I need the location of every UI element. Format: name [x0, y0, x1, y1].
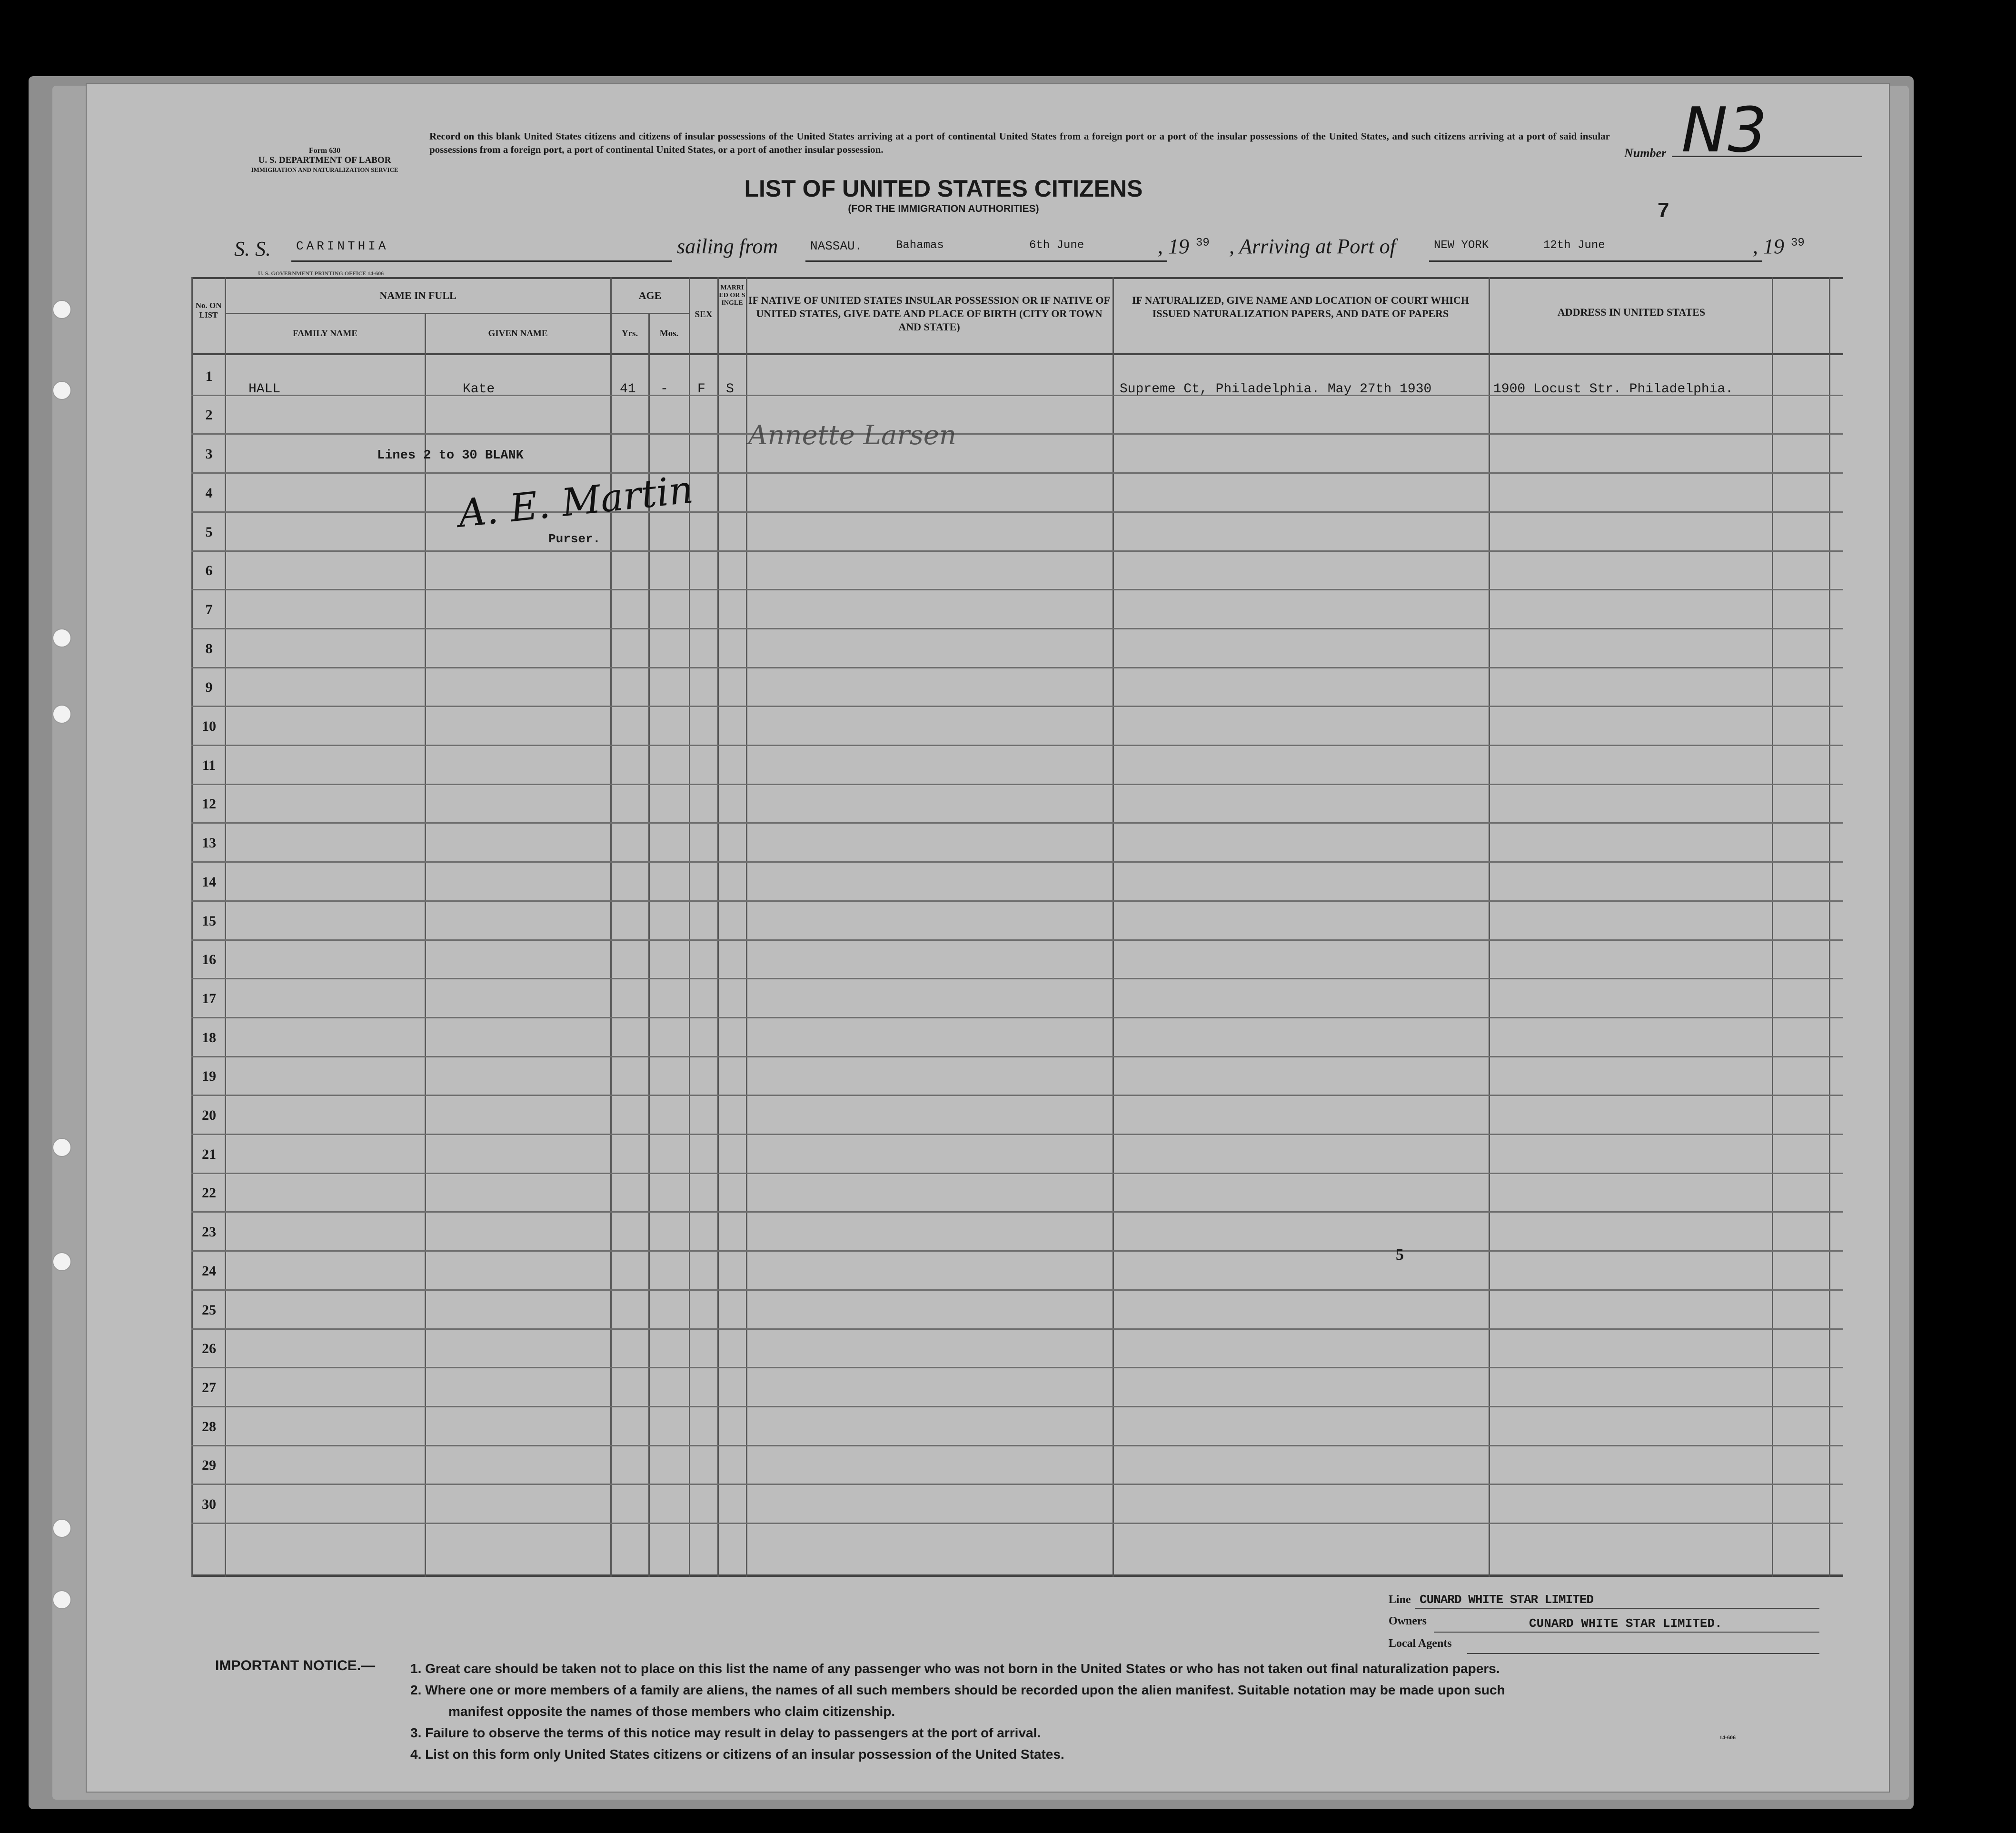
form-number: Form 630 [308, 147, 341, 155]
table-header-bottom-border [191, 353, 1843, 355]
notice-4: 4. List on this form only United States citizens or citizens of an insular possession of the United States. [410, 1747, 1064, 1762]
row-divider [191, 1328, 1843, 1330]
header-naturalized: IF NATURALIZED, GIVE NAME AND LOCATION OF COURT WHICH ISSUED NATURALIZATION PAPERS, AND DATE OF PAPERS [1132, 294, 1469, 319]
binder-hole [52, 1519, 71, 1538]
row-divider [191, 1017, 1843, 1018]
row-divider [191, 433, 1843, 435]
row-divider [191, 1289, 1843, 1291]
row-number: 12 [202, 796, 216, 812]
notice-heading: IMPORTANT NOTICE.— [215, 1658, 376, 1674]
arrival-date: 12th June [1543, 239, 1605, 252]
agents-label: Local Agents [1389, 1637, 1452, 1650]
header-age: AGE [638, 289, 662, 301]
row1-age-years: 41 [620, 382, 636, 397]
header-native: IF NATIVE OF UNITED STATES INSULAR POSSESSION OR IF NATIVE OF UNITED STATES, GIVE DATE AND PLACE OF BIRTH (CITY OR TOWN AND STATE) [748, 294, 1110, 333]
row-number: 2 [205, 407, 213, 423]
row-number: 13 [202, 835, 216, 851]
number-label: Number [1624, 146, 1667, 160]
row-divider [191, 1367, 1843, 1368]
row-divider [191, 1445, 1843, 1446]
row-number: 4 [205, 485, 213, 501]
row-number: 24 [202, 1263, 216, 1279]
table-bottom-border [191, 1574, 1843, 1577]
row-number: 25 [202, 1302, 216, 1318]
sailing-date: 6th June [1029, 239, 1084, 252]
row-divider [191, 822, 1843, 824]
inspector-signature: Annette Larsen [748, 420, 956, 451]
row-divider [191, 472, 1843, 474]
binder-hole [52, 381, 71, 400]
row-divider [191, 861, 1843, 863]
row-number: 15 [202, 913, 216, 929]
row-divider [191, 550, 1843, 552]
header-family-name: FAMILY NAME [293, 329, 358, 339]
sailing-port: NASSAU. [810, 239, 863, 253]
line-label: Line [1389, 1594, 1411, 1606]
notice-2-cont: manifest opposite the names of those members who claim citizenship. [448, 1704, 895, 1719]
row-number: 11 [202, 757, 216, 773]
subheader-divider [225, 313, 689, 314]
row1-marital-status: S [726, 382, 734, 397]
notice-1: 1. Great care should be taken not to place on this list the name of any passenger who was not born in the United States or who has not taken out final naturalization papers. [410, 1661, 1500, 1676]
year-prefix-1: , 19 [1158, 235, 1189, 258]
printing-office-note: U. S. GOVERNMENT PRINTING OFFICE 14-606 [258, 270, 384, 277]
header-given-name: GIVEN NAME [488, 329, 548, 339]
row-number: 27 [202, 1379, 216, 1395]
header-yrs: Yrs. [621, 329, 638, 339]
row-number: 23 [202, 1224, 216, 1240]
binder-hole [52, 1590, 71, 1609]
instructions-text: Record on this blank United States citizens and citizens of insular possessions of the United States arriving at a port of continental United States from a foreign port or a port of the insular possessions of the United States, and such citizens arriving at a port of said insular possessions from a foreign port, a port of continental United States, or a port of another insular possession. [429, 130, 1610, 155]
row-divider [191, 1095, 1843, 1096]
row-number: 8 [205, 640, 213, 657]
table-top-border [191, 277, 1843, 279]
row-divider [191, 978, 1843, 979]
binder-hole [52, 1138, 71, 1157]
page-title: LIST OF UNITED STATES CITIZENS [744, 175, 1143, 202]
row-number: 20 [202, 1107, 216, 1123]
header-no-on-list: No. ON LIST [195, 301, 222, 319]
row-divider [191, 1134, 1843, 1135]
row1-given-name: Kate [463, 382, 495, 397]
year-suffix-1: 39 [1196, 237, 1210, 249]
row-number: 22 [202, 1185, 216, 1201]
row-number: 17 [202, 990, 216, 1006]
ship-underline [291, 260, 672, 262]
row-divider [191, 900, 1843, 902]
purser-signature: A. E. Martin [456, 467, 695, 536]
header-name-in-full: NAME IN FULL [379, 289, 457, 301]
purser-label: Purser. [548, 532, 601, 546]
header-married-single: MARRIED OR SINGLE [719, 284, 745, 307]
row-number: 21 [202, 1146, 216, 1162]
row-number: 14 [202, 874, 216, 890]
row-divider [191, 1406, 1843, 1407]
ss-label: S. S. [234, 237, 271, 260]
row-number: 18 [202, 1029, 216, 1046]
notice-list [410, 1658, 1815, 1765]
blank-lines-note: Lines 2 to 30 BLANK [377, 448, 524, 463]
row-divider [191, 628, 1843, 629]
number-handwritten: N3 [1681, 94, 1767, 166]
row-number: 6 [205, 563, 213, 579]
notice-2: 2. Where one or more members of a family are aliens, the names of all such members should be recorded upon the alien manifest. Suitable notation may be made upon such [410, 1683, 1505, 1697]
row-number: 19 [202, 1068, 216, 1085]
row-divider [191, 939, 1843, 941]
year-suffix-2: 39 [1791, 237, 1805, 249]
binder-hole [52, 705, 71, 724]
page-subtitle: (FOR THE IMMIGRATION AUTHORITIES) [848, 203, 1039, 214]
line-stamp: CUNARD WHITE STAR LIMITED [1420, 1593, 1594, 1607]
row-divider [191, 1484, 1843, 1485]
year-prefix-2: , 19 [1753, 235, 1784, 258]
form-code: 14-606 [1719, 1734, 1736, 1741]
row-number: 30 [202, 1496, 216, 1512]
binder-hole [52, 1252, 71, 1271]
row-number: 3 [205, 446, 213, 462]
row-divider [191, 784, 1843, 785]
owners-stamp: CUNARD WHITE STAR LIMITED. [1529, 1616, 1722, 1631]
owners-label: Owners [1389, 1615, 1427, 1627]
row-number: 16 [202, 952, 216, 968]
row-number: 1 [205, 368, 213, 384]
row-divider [191, 706, 1843, 707]
row1-age-months: - [660, 382, 668, 397]
row-divider [191, 1523, 1843, 1524]
row-divider [191, 1250, 1843, 1252]
ship-name: CARINTHIA [296, 239, 389, 253]
arriving-label: , Arriving at Port of [1229, 235, 1396, 258]
form-department-block [229, 146, 420, 175]
binder-hole [52, 628, 71, 648]
row-divider [191, 589, 1843, 590]
row1-address: 1900 Locust Str. Philadelphia. [1493, 382, 1734, 397]
line-underline [1415, 1608, 1819, 1609]
row-number: 9 [205, 679, 213, 696]
department-name: U. S. DEPARTMENT OF LABOR [258, 155, 391, 165]
page-mark: 7 [1658, 199, 1669, 222]
sailing-from-label: sailing from [677, 235, 778, 258]
row-number: 29 [202, 1457, 216, 1474]
row-number: 5 [205, 524, 213, 540]
row1-sex: F [697, 382, 705, 397]
sailing-underline [805, 260, 1167, 262]
row1-court: Supreme Ct, Philadelphia. May 27th 1930 [1120, 382, 1432, 397]
sailing-country: Bahamas [896, 239, 944, 252]
binder-hole [52, 300, 71, 319]
row-number: 28 [202, 1418, 216, 1435]
owners-underline [1434, 1632, 1819, 1633]
row-divider [191, 667, 1843, 668]
arrival-port: NEW YORK [1434, 239, 1489, 252]
header-address: ADDRESS IN UNITED STATES [1557, 306, 1706, 318]
row-number: 7 [205, 601, 213, 618]
row-divider [191, 1056, 1843, 1057]
col-divider [425, 313, 426, 1577]
service-name: IMMIGRATION AND NATURALIZATION SERVICE [251, 166, 398, 173]
row-divider [191, 1211, 1843, 1213]
row-number: 10 [202, 718, 216, 734]
agents-underline [1467, 1653, 1819, 1654]
row-divider [191, 1173, 1843, 1174]
notice-3: 3. Failure to observe the terms of this notice may result in delay to passengers at the port of arrival. [410, 1725, 1041, 1740]
row-divider [191, 511, 1843, 513]
row-number: 26 [202, 1341, 216, 1357]
arrival-underline [1429, 260, 1762, 262]
header-mos: Mos. [659, 329, 679, 339]
stray-mark: 5 [1396, 1246, 1404, 1264]
row1-family-name: HALL [248, 382, 281, 397]
manifest-page [86, 83, 1890, 1793]
row-divider [191, 745, 1843, 746]
header-sex: SEX [695, 309, 713, 319]
